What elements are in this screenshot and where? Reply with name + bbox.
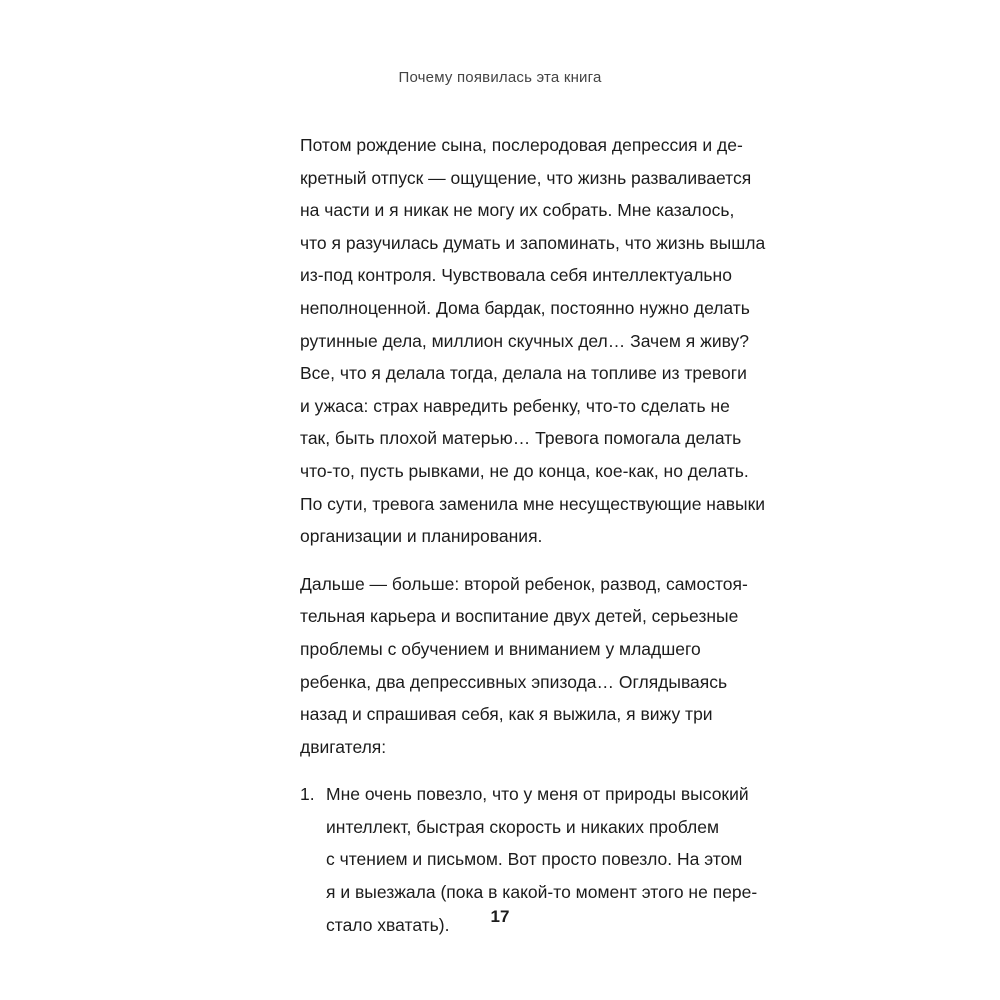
text-line: тельная карьера и воспитание двух детей, серьезные [300, 606, 739, 627]
text-line: и ужаса: страх навредить ребенку, что-то сделать не [300, 395, 730, 416]
text-line: кретный отпуск — ощущение, что жизнь разваливается [300, 167, 752, 188]
text-line: назад и спрашивая себя, как я выжила, я вижу три [300, 704, 713, 725]
text-line: Дальше — больше: второй ребенок, развод, самостоя- [300, 573, 748, 594]
text-line: я и выезжала (пока в какой-то момент этого не пере- [326, 882, 758, 903]
text-line: так, быть плохой матерью… Тревога помогала делать [300, 428, 742, 449]
text-line: По сути, тревога заменила мне несуществующие навыки [300, 493, 766, 514]
text-line: из-под контроля. Чувствовала себя интеллектуально [300, 265, 732, 286]
text-line: ребенка, два депрессивных эпизода… Оглядываясь [300, 671, 728, 692]
text-line: стало хватать). [326, 914, 450, 935]
text-line: рутинные дела, миллион скучных дел… Зачем я живу? [300, 330, 750, 351]
text-line: проблемы с обучением и вниманием у младшего [300, 638, 701, 659]
text-line: Потом рождение сына, послеродовая депрессия и де- [300, 135, 743, 155]
text-line: что-то, пусть рывками, не до конца, кое-как, но делать. [300, 460, 749, 481]
text-line: неполноценной. Дома бардак, постоянно нужно делать [300, 297, 750, 318]
running-title: Почему появилась эта книга [398, 69, 602, 86]
list-item-number: 1. [300, 784, 315, 805]
paragraph-2 [300, 568, 760, 764]
body-text [300, 129, 766, 941]
text-line: Мне очень повезло, что у меня от природы высокий [326, 784, 749, 805]
text-line: интеллект, быстрая скорость и никаких проблем [326, 816, 719, 837]
paragraph-1 [300, 129, 766, 553]
text-line: на части и я никак не могу их собрать. Мне казалось, [300, 200, 735, 221]
page-number: 17 [490, 907, 510, 926]
text-line: двигателя: [300, 736, 387, 757]
text-line: организации и планирования. [300, 526, 543, 547]
text-line: с чтением и письмом. Вот просто повезло. На этом [326, 849, 743, 870]
text-line: Все, что я делала тогда, делала на топливе из тревоги [300, 363, 747, 384]
text-line: что я разучилась думать и запоминать, что жизнь вышла [300, 232, 766, 253]
